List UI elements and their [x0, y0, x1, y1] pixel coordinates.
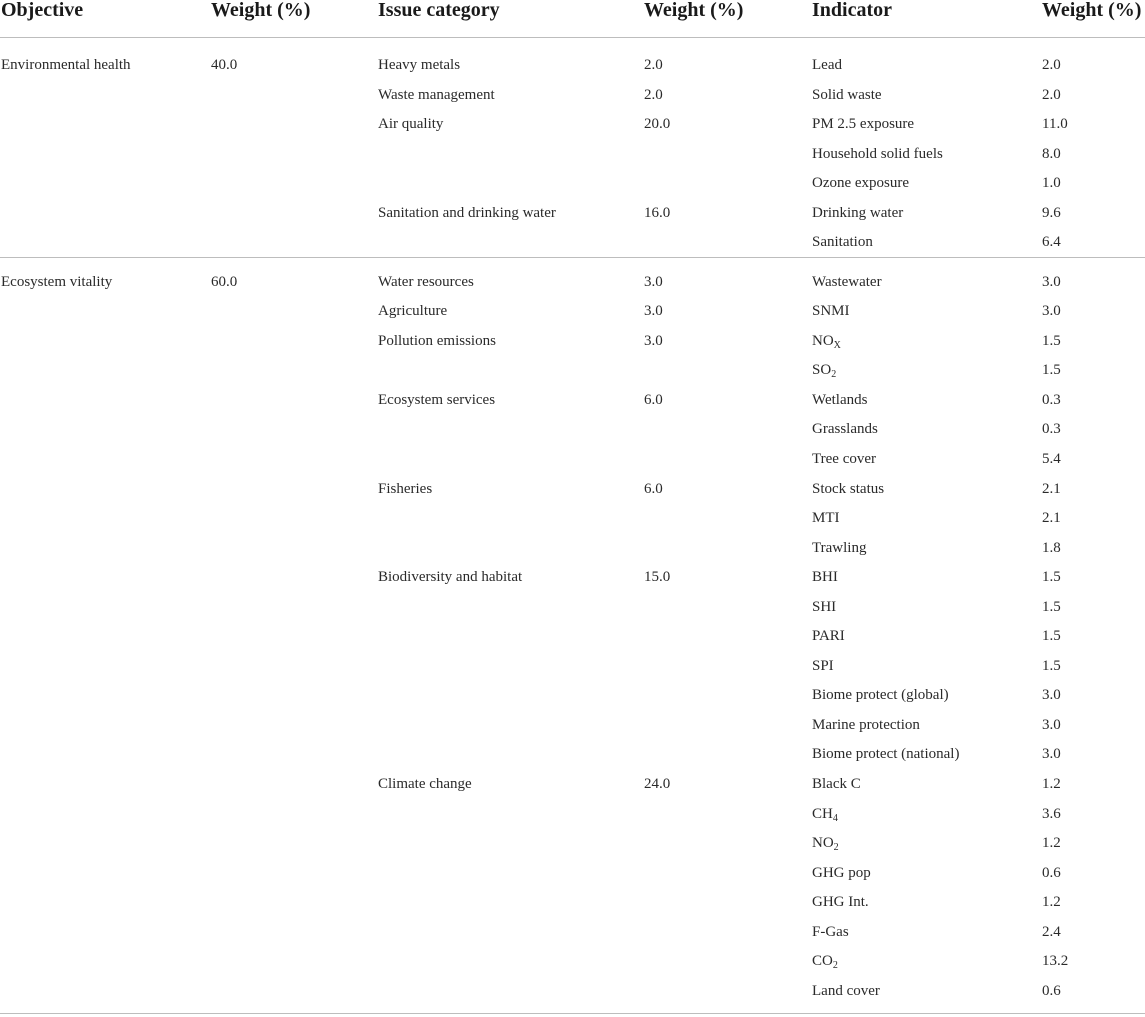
- category-weight: 2.0: [644, 87, 663, 103]
- table-header: [0, 0, 1145, 38]
- indicator-weight: 1.5: [1042, 362, 1061, 378]
- category-weight: 15.0: [644, 569, 671, 585]
- indicator-weight: 3.0: [1042, 687, 1061, 703]
- objective-weight: 60.0: [211, 274, 238, 290]
- indicator-weight: 1.5: [1042, 658, 1061, 674]
- indicator-name: Wetlands: [812, 392, 868, 408]
- indicator-name: Lead: [812, 57, 842, 73]
- category-name: Water resources: [378, 274, 474, 290]
- header-indicator-weight: Weight (%): [1042, 0, 1142, 21]
- category-weight: 16.0: [644, 205, 671, 221]
- indicator-name: $CO_2$: [812, 953, 838, 971]
- category-name: Biodiversity and habitat: [378, 569, 523, 585]
- indicator-weight: 1.5: [1042, 569, 1061, 585]
- indicator-weight: 1.5: [1042, 333, 1061, 349]
- indicator-weight: 3.6: [1042, 806, 1061, 822]
- indicator-weight: 11.0: [1042, 116, 1068, 132]
- header-indicator: Indicator: [812, 0, 892, 21]
- indicator-name: Biome protect (global): [812, 687, 949, 703]
- indicator-weight: 0.3: [1042, 392, 1061, 408]
- indicator-weight: 13.2: [1042, 953, 1069, 969]
- indicator-weight: 1.0: [1042, 175, 1061, 191]
- indicator-weight: 1.2: [1042, 835, 1061, 851]
- header-objective: Objective: [1, 0, 84, 21]
- indicator-name: Black C: [812, 776, 861, 792]
- header-category-weight: Weight (%): [644, 0, 744, 21]
- indicator-name: Tree cover: [812, 451, 877, 467]
- indicator-weight: 9.6: [1042, 205, 1061, 221]
- indicator-name: Biome protect (national): [812, 746, 960, 762]
- indicator-weight: 1.2: [1042, 894, 1061, 910]
- category-weight: 3.0: [644, 333, 663, 349]
- category-weight: 6.0: [644, 392, 663, 408]
- indicator-weight: 5.4: [1042, 451, 1061, 467]
- indicator-weight: 0.3: [1042, 421, 1061, 437]
- indicator-weight: 0.6: [1042, 865, 1061, 881]
- indicator-name: Wastewater: [812, 274, 882, 290]
- indicator-name: GHG Int.: [812, 894, 869, 910]
- indicator-name: Trawling: [812, 540, 867, 556]
- category-name: Agriculture: [378, 303, 448, 319]
- indicator-name: Land cover: [812, 983, 880, 999]
- indicator-weight: 1.5: [1042, 599, 1061, 615]
- header-objective-weight: Weight (%): [211, 0, 311, 21]
- indicator-name: F-Gas: [812, 924, 849, 940]
- category-weight: 3.0: [644, 303, 663, 319]
- indicator-name: Stock status: [812, 481, 885, 497]
- indicator-name: $SO_2$: [812, 362, 837, 380]
- indicator-weight: 3.0: [1042, 717, 1061, 733]
- category-weight: 3.0: [644, 274, 663, 290]
- indicator-name: Ozone exposure: [812, 175, 910, 191]
- indicator-name: PM 2.5 exposure: [812, 116, 915, 132]
- category-name: Heavy metals: [378, 57, 461, 73]
- indicator-name: Sanitation: [812, 234, 873, 250]
- indicator-name: $NO_X$: [812, 333, 841, 351]
- indicator-name: PARI: [812, 628, 845, 644]
- indicator-name: $NO_2$: [812, 835, 839, 853]
- indicator-name: SNMI: [812, 303, 850, 319]
- table-bottom-rule: [0, 1013, 1145, 1014]
- category-weight: 24.0: [644, 776, 671, 792]
- category-name: Waste management: [378, 87, 495, 103]
- indicator-weight: 1.5: [1042, 628, 1061, 644]
- category-name: Fisheries: [378, 481, 433, 497]
- category-name: Climate change: [378, 776, 472, 792]
- indicator-weight: 8.0: [1042, 146, 1061, 162]
- indicator-name: $CH_4$: [812, 806, 838, 824]
- indicator-weight: 3.0: [1042, 274, 1061, 290]
- indicator-weight: 1.2: [1042, 776, 1061, 792]
- indicator-name: Household solid fuels: [812, 146, 943, 162]
- indicator-name: Marine protection: [812, 717, 920, 733]
- indicator-name: SPI: [812, 658, 834, 674]
- indicator-weight: 6.4: [1042, 234, 1061, 250]
- category-name: Pollution emissions: [378, 333, 496, 349]
- category-name: Sanitation and drinking water: [378, 205, 556, 221]
- category-name: Ecosystem services: [378, 392, 496, 408]
- category-name: Air quality: [378, 116, 444, 132]
- indicator-name: Drinking water: [812, 205, 904, 221]
- indicator-name: Grasslands: [812, 421, 878, 437]
- indicator-weight: 0.6: [1042, 983, 1061, 999]
- header-issue-category: Issue category: [378, 0, 500, 21]
- category-weight: 6.0: [644, 481, 663, 497]
- indicator-name: BHI: [812, 569, 838, 585]
- indicator-name: SHI: [812, 599, 837, 615]
- indicator-weight: 2.1: [1042, 481, 1061, 497]
- category-weight: 2.0: [644, 57, 663, 73]
- category-weight: 20.0: [644, 116, 671, 132]
- indicator-name: Solid waste: [812, 87, 882, 103]
- objective-name: Ecosystem vitality: [1, 274, 113, 290]
- indicator-weight: 3.0: [1042, 303, 1061, 319]
- indicator-weight: 2.0: [1042, 87, 1061, 103]
- indicator-name: MTI: [812, 510, 840, 526]
- objective-weight: 40.0: [211, 57, 238, 73]
- indicator-weight: 2.1: [1042, 510, 1061, 526]
- indicator-weight: 2.0: [1042, 57, 1061, 73]
- objective-name: Environmental health: [1, 57, 131, 73]
- indicator-name: GHG pop: [812, 865, 871, 881]
- section-divider: [0, 257, 1145, 258]
- indicator-weight: 2.4: [1042, 924, 1061, 940]
- indicator-weight: 1.8: [1042, 540, 1061, 556]
- indicator-weight: 3.0: [1042, 746, 1061, 762]
